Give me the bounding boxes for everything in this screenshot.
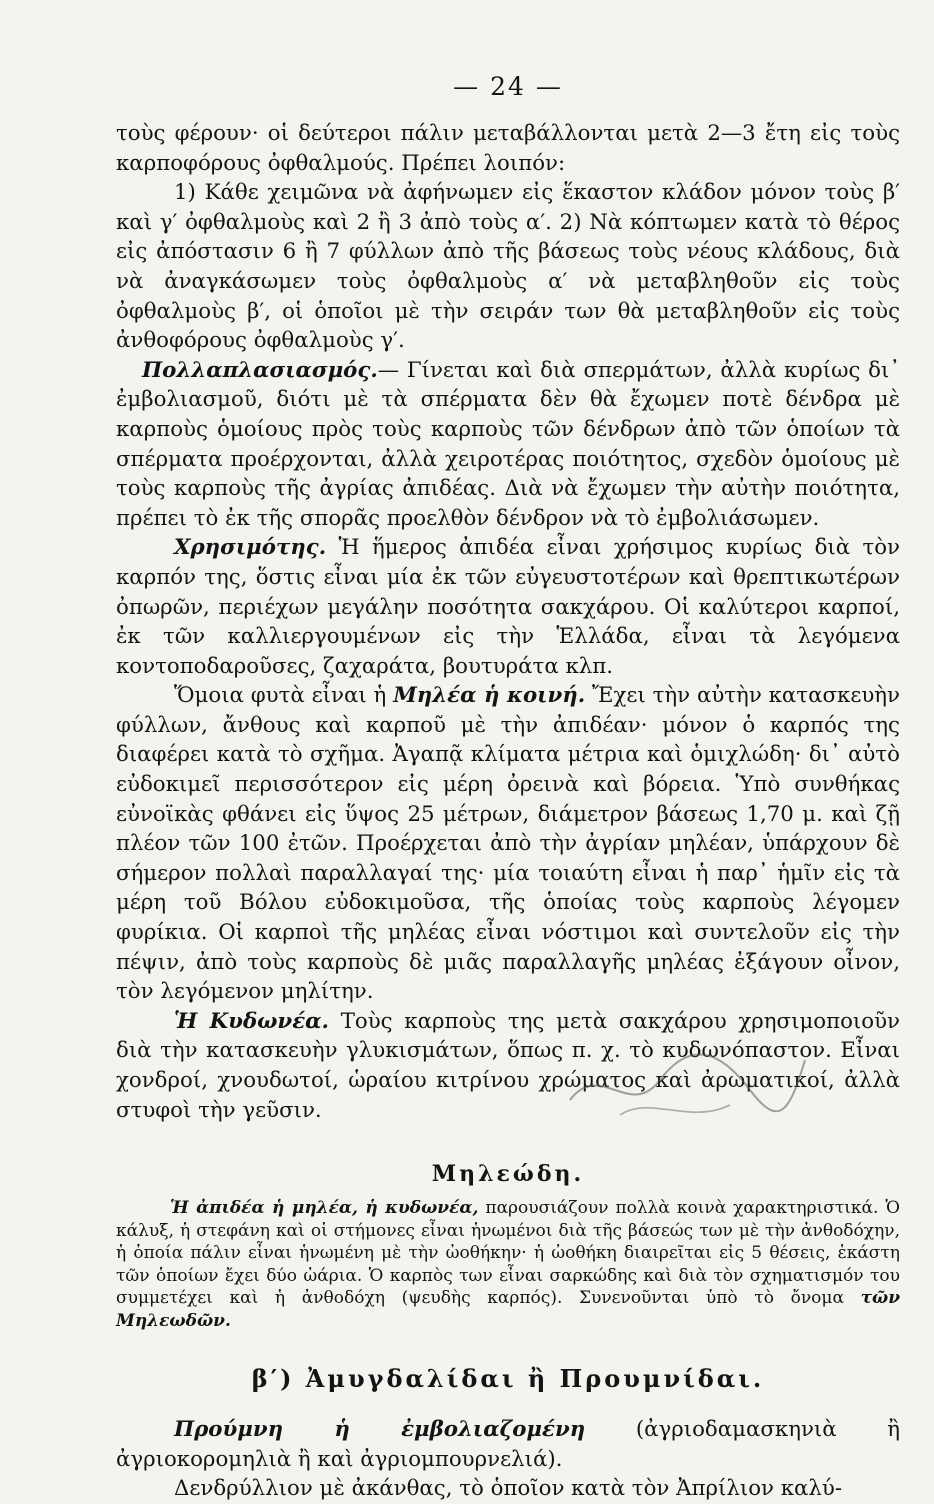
apple-text: Ἔχει τὴν αὐτὴν κατασκευὴν φύλλων, ἄνθους καὶ καρποῦ μὲ τὴν ἀπιδέαν· μόνον ὁ καρπός της διαφέρει κατὰ τὸ σχῆμα. Ἀγαπᾷ κλίματα μέτρια καὶ ὁμιχλώδη· δι᾽ αὐτὸ εὐδοκιμεῖ περισσότερον εἰς μέρη ὀρεινὰ καὶ βόρεια. Ὑπὸ συνθήκας εὐνοϊκὰς φθάνει εἰς ὕψος 25 μέτρων, διάμετρον βάσεως 1,70 μ. καὶ ζῇ πλέον τῶν 100 ἐτῶν. Προέρχεται ἀπὸ τὴν ἀγρίαν μηλέαν, ὑπάρχουν δὲ σήμερον πολλαὶ παραλλαγαί της· μία τοιαύτη εἶναι ἡ παρ᾽ ἡμῖν εἰς τὰ μέρη τοῦ Βόλου εὐδοκιμοῦσα, τῆς ὁποίας τοὺς καρποὺς λέγομεν φυρίκια. Οἱ καρποὶ τῆς μηλέας εἶναι νόστιμοι καὶ συντελοῦν εἰς τὴν πέψιν, ἀπὸ τοὺς καρποὺς δὲ μιᾶς παραλλαγῆς μηλέας ἐξάγουν οἶνον, τὸν λεγόμενον μηλίτην. [116, 683, 901, 1005]
paragraph-prunus [116, 1415, 900, 1474]
paragraph-maloideae [116, 1197, 900, 1332]
usefulness-text: Ἡ ἥμερος ἀπιδέα εἶναι χρήσιμος κυρίως διὰ τὸν καρπόν της, ὅστις εἶναι μία ἐκ τῶν εὐγευστοτέρων καὶ θρεπτικωτέρων ὀπωρῶν, περιέχων μεγάλην ποσότητα σακχάρου. Οἱ καλύτεροι καρποί, ἐκ τῶν καλλιεργουμένων εἰς τὴν Ἑλλάδα, εἶναι τὰ λεγόμενα κοντοποδαροῦσες, ζαχαράτα, βουτυράτα κλπ. [116, 535, 900, 679]
quince-text: Τοὺς καρποὺς της μετὰ σακχάρου χρησιμοποιοῦν διὰ τὴν κατασκευὴν γλυκισμάτων, ὅπως π. χ. τὸ κυδωνόπαστον. Εἶναι χονδροί, χνουδωτοί, ὡραίου κιτρίνου χρώματος καὶ ἀρωματικοί, ἀλλὰ στυφοὶ τὴν γεῦσιν. [116, 1008, 900, 1123]
section-heading-maloideae: Μηλεώδη. [431, 1161, 585, 1188]
prunus-text: (ἀγριοδαμασκηνιὰ ἢ ἀγριοκορομηλιὰ ἢ καὶ ἀγριομπουρνελιά). [116, 1417, 900, 1472]
maloideae-text: παρουσιάζουν πολλὰ κοινὰ χαρακτηριστικά. Ὁ κάλυξ, ἡ στεφάνη καὶ οἱ στήμονες εἶναι ἡνωμένοι διὰ τῆς βάσεώς των μὲ τὴν ἀνθοδόχην, ἡ ὁποία πάλιν εἶναι ἡνωμένη μὲ τὴν ὠοθήκην· ἡ ὠοθήκη διαιρεῖται εἰς 5 θέσεις, ἑκάστη τῶν ὁποίων ἔχει δύο ὠάρια. Ὁ καρπὸς των εἶναι σαρκώδης καὶ διὰ τὸν σχηματισμόν του συμμετέχει καὶ ἡ ἀνθοδόχη (ψευδὴς καρπός). Συνενοῦνται ὑπὸ τὸ ὄνομα [116, 1198, 901, 1309]
paragraph-apple-tree [116, 681, 900, 1007]
term-maloideae: τῶν Μηλεωδῶν. [116, 1288, 900, 1331]
pencil-annotation [560, 1040, 810, 1130]
term-prunus: Προύμνη ἡ ἐμβολιαζομένη [174, 1417, 586, 1443]
paragraph-shrub: Δενδρύλλιον μὲ ἀκάνθας, τὸ ὁποῖον κατὰ τὸν Ἀπρίλιον καλύ- [174, 1476, 843, 1502]
subsection-heading-amygdalidae: β′) Ἀμυγδαλίδαι ἢ Προυμνίδαι. [251, 1364, 765, 1394]
paragraph-usefulness [116, 533, 900, 681]
main-text [116, 119, 900, 1125]
propagation-text: — Γίνεται καὶ διὰ σπερμάτων, ἀλλὰ κυρίως δι᾽ ἐμβολιασμοῦ, διότι μὲ τὰ σπέρματα δὲν θὰ ἔχωμεν ποτὲ δένδρα μὲ καρποὺς ὁμοίους πρὸς τοὺς καρποὺς τῶν δένδρων ἀπὸ τῶν ὁποίων τὰ σπέρματα προέρχονται, ἀλλὰ χειροτέρας ποιότητος, σχεδὸν ὁμοίους μὲ τοὺς καρποὺς τῆς ἀγρίας ἀπιδέας. Διὰ νὰ ἔχωμεν τὴν αὐτὴν ποιότητα, πρέπει τὸ ἐκ τῆς σπορᾶς προελθὸν δένδρον νὰ τὸ ἐμβολιάσωμεν. [116, 357, 900, 531]
paragraph-pruning-rules: 1) Κάθε χειμῶνα νὰ ἀφήνωμεν εἰς ἕκαστον κλάδον μόνον τοὺς β′ καὶ γ′ ὀφθαλμοὺς καὶ 2 ἢ 3 ἀπὸ τοὺς α′. 2) Νὰ κόπτωμεν κατὰ τὸ θέρος εἰς ἀπόστασιν 6 ἢ 7 φύλλων ἀπὸ τῆς βάσεως τοὺς νέους κλάδους, διὰ νὰ ἀναγκάσωμεν τοὺς ὀφθαλμοὺς α′ νὰ μεταβληθοῦν εἰς τοὺς ὀφθαλμοὺς β′, οἱ ὁποῖοι μὲ τὴν σειράν των θὰ μεταβληθοῦν εἰς τοὺς ἀνθοφόρους ὀφθαλμοὺς γ′. [116, 180, 900, 354]
term-propagation: Πολλαπλασιασμός. [142, 357, 378, 383]
paragraph-continuation: τοὺς φέρουν· οἱ δεύτεροι πάλιν μεταβάλλονται μετὰ 2—3 ἔτη εἰς τοὺς καρποφόρους ὀφθαλμούς. Πρέπει λοιπόν: [116, 121, 900, 176]
term-usefulness: Χρησιμότης. [174, 535, 327, 561]
term-pear-apple-quince: Ἡ ἀπιδέα ἡ μηλέα, ἡ κυδωνέα, [170, 1198, 479, 1219]
apple-intro: Ὅμοια φυτὰ εἶναι ἡ [174, 683, 387, 709]
page-number: — 24 — [453, 72, 563, 101]
paragraph-propagation [116, 356, 900, 534]
section-text [116, 1197, 900, 1332]
term-quince-tree: Ἡ Κυδωνέα. [174, 1008, 329, 1034]
subsection-text [116, 1415, 900, 1504]
term-apple-tree: Μηλέα ἡ κοινή. [393, 683, 586, 709]
